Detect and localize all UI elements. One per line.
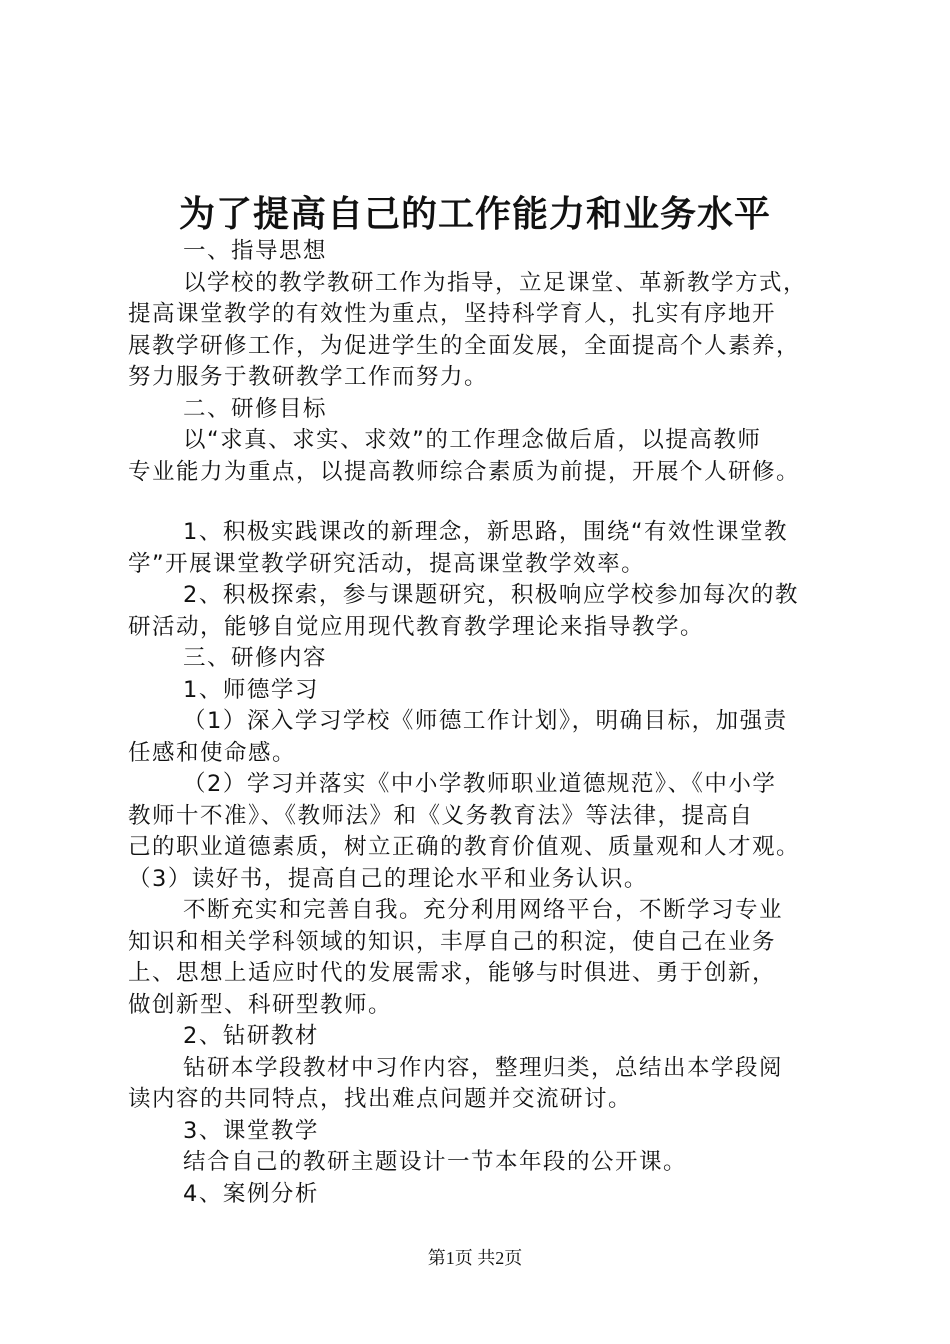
section-heading: 二、研修目标 bbox=[183, 395, 328, 422]
paragraph-line: 教师十不准》、《教师法》和《义务教育法》等法律，提高自 bbox=[128, 802, 754, 829]
paragraph-line: 1、积极实践课改的新理念，新思路，围绕“有效性课堂教 bbox=[183, 519, 788, 545]
paragraph-line: 以“求真、求实、求效”的工作理念做后盾，以提高教师 bbox=[183, 427, 762, 453]
subsection-heading: 2、钻研教材 bbox=[183, 1023, 319, 1049]
paragraph-line: （3）读好书，提高自己的理论水平和业务认识。 bbox=[128, 865, 648, 892]
paragraph-line: 努力服务于教研教学工作而努力。 bbox=[128, 364, 489, 390]
paragraph-line: 己的职业道德素质，树立正确的教育价值观、质量观和人才观。 bbox=[128, 834, 801, 860]
paragraph-line: 读内容的共同特点，找出难点问题并交流研讨。 bbox=[128, 1086, 633, 1112]
paragraph-line: 学”开展课堂教学研究活动，提高课堂教学效率。 bbox=[128, 550, 646, 577]
blank-line bbox=[128, 488, 834, 517]
page-number-footer: 第1页 共2页 bbox=[427, 1248, 523, 1268]
paragraph-line: 不断充实和完善自我。充分利用网络平台，不断学习专业 bbox=[183, 897, 784, 923]
subsection-heading: 4、案例分析 bbox=[183, 1180, 319, 1207]
paragraph-line: 以学校的教学教研工作为指导，立足课堂、革新教学方式， bbox=[183, 269, 808, 296]
paragraph-line: 专业能力为重点，以提高教师综合素质为前提，开展个人研修。 bbox=[128, 458, 801, 485]
section-heading: 一、指导思想 bbox=[183, 238, 328, 264]
paragraph-line: 2、积极探索，参与课题研究，积极响应学校参加每次的教 bbox=[183, 582, 799, 608]
subsection-heading: 1、师德学习 bbox=[183, 676, 319, 703]
paragraph-line: 钻研本学段教材中习作内容，整理归类，总结出本学段阅 bbox=[183, 1054, 784, 1081]
section-heading: 三、研修内容 bbox=[183, 645, 328, 671]
paragraph-line: （1）深入学习学校《师德工作计划》，明确目标，加强责 bbox=[183, 708, 788, 734]
paragraph-line: 知识和相关学科领域的知识，丰厚自己的积淀，使自己在业务 bbox=[128, 928, 777, 955]
paragraph-line: 提高课堂教学的有效性为重点，坚持科学育人，扎实有序地开 bbox=[128, 301, 777, 327]
paragraph-line: 研活动，能够自觉应用现代教育教学理论来指导教学。 bbox=[128, 613, 705, 640]
paragraph-line: 结合自己的教研主题设计一节本年段的公开课。 bbox=[183, 1149, 688, 1175]
paragraph-line: 做创新型、科研型教师。 bbox=[128, 991, 393, 1018]
paragraph-line: 任感和使命感。 bbox=[128, 739, 297, 766]
paragraph-line: 展教学研修工作，为促进学生的全面发展，全面提高个人素养， bbox=[128, 332, 801, 359]
paragraph-line: 上、思想上适应时代的发展需求，能够与时俱进、勇于创新， bbox=[128, 960, 777, 986]
document-body bbox=[128, 236, 834, 1210]
document-title: 为了提高自己的工作能力和业务水平 bbox=[178, 193, 771, 235]
paragraph-line: （2）学习并落实《中小学教师职业道德规范》、《中小学 bbox=[183, 771, 777, 797]
subsection-heading: 3、课堂教学 bbox=[183, 1117, 319, 1144]
